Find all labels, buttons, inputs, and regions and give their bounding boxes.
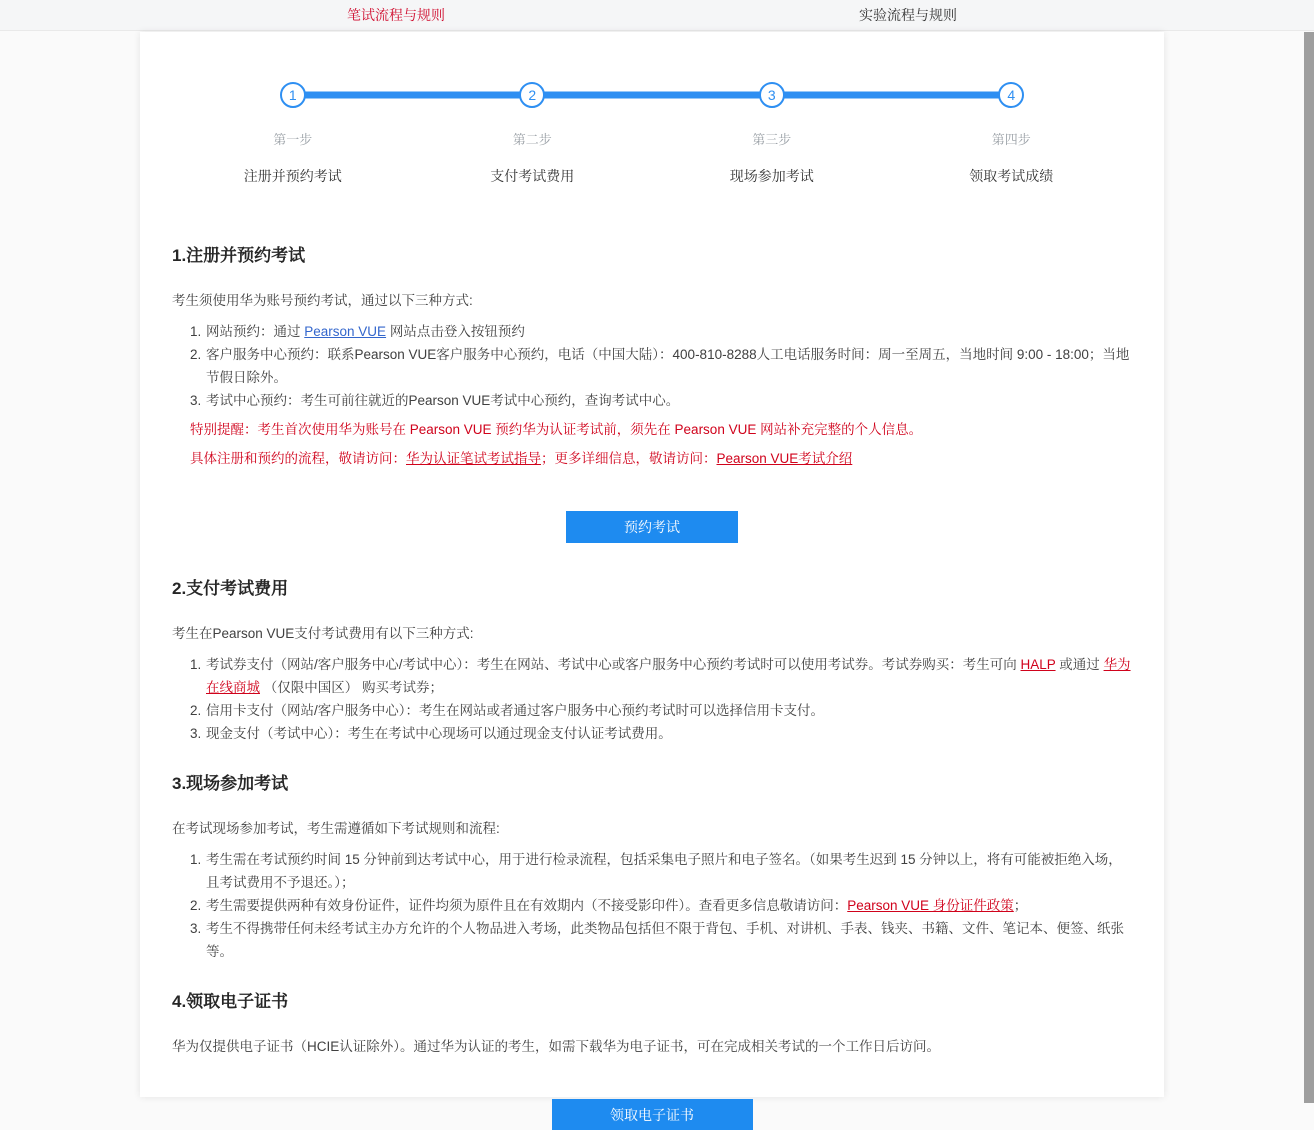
book-exam-button[interactable]: 预约考试 (566, 511, 738, 543)
step-circle-1: 1 (280, 82, 306, 108)
list-item: 3. 考生不得携带任何未经考试主办方允许的个人物品进入考场，此类物品包括但不限于背包、手机、对讲机、手表、钱夹、书籍、文件、笔记本、便签、纸张等。 (205, 917, 1132, 963)
section1-list (172, 320, 1132, 412)
section2-list (172, 653, 1132, 745)
step-label-4: 第四步 (991, 132, 1031, 147)
item-text: 网站预约：通过 (206, 324, 305, 339)
item-text: ； (1013, 898, 1028, 913)
main-content-card (140, 32, 1164, 1123)
item-text: （仅限中国区） 购买考试券； (260, 680, 444, 695)
list-item (205, 653, 1132, 699)
stepper-titles-row (173, 166, 1131, 186)
stepper-connector-line (293, 92, 1012, 99)
list-item: 3. 现金支付（考试中心）：考生在考试中心现场可以通过现金支付认证考试费用。 (205, 722, 1132, 745)
step-title-1: 注册并预约考试 (243, 168, 342, 184)
huawei-online-store-link[interactable]: 华为在线商城 (206, 657, 1131, 695)
stepper-labels-row (173, 129, 1131, 148)
section2-intro: 考生在Pearson VUE支付考试费用有以下三种方式: (172, 626, 474, 641)
pearson-vue-link[interactable]: Pearson VUE (304, 324, 387, 339)
halp-link[interactable]: HALP (1020, 657, 1056, 672)
id-policy-link[interactable]: Pearson VUE 身份证件政策 (847, 898, 1014, 913)
content-area (140, 241, 1164, 1130)
scrollbar-track (1304, 32, 1314, 1103)
list-item: 2. 信用卡支付（网站/客户服务中心）：考生在网站或者通过客户服务中心预约考试时可以选择信用卡支付。 (205, 699, 1132, 722)
section3-list (172, 848, 1132, 963)
section3-intro: 在考试现场参加考试，考生需遵循如下考试规则和流程: (172, 821, 500, 836)
list-item: 3. 考试中心预约：考生可前往就近的Pearson VUE考试中心预约，查询考试中心。 (205, 389, 1132, 412)
special-reminder-text: 特别提醒：考生首次使用华为账号在 Pearson VUE 预约华为认证考试前，须先在 Pearson VUE 网站补充完整的个人信息。 (190, 422, 923, 437)
section1-heading: 1.注册并预约考试 (172, 246, 306, 265)
step-circle-4: 4 (998, 82, 1024, 108)
step-title-4: 领取考试成绩 (969, 168, 1054, 184)
stepper-circles-row (173, 82, 1131, 108)
step-title-3: 现场参加考试 (729, 168, 814, 184)
tabs-container (140, 0, 1164, 31)
tab-written-exam-process[interactable]: 笔试流程与规则 (347, 7, 445, 23)
item-text: 网站点击登入按钮预约 (386, 324, 525, 339)
section1-intro: 考生须使用华为账号预约考试，通过以下三种方式: (172, 293, 473, 308)
registration-guide-line (190, 447, 1132, 470)
list-item: 1. 考生需在考试预约时间 15 分钟前到达考试中心，用于进行检录流程，包括采集电子照片和电子签名。（如果考生迟到 15 分钟以上，将有可能被拒绝入场，且考试费用不予退还。）； (205, 848, 1132, 894)
step-label-1: 第一步 (273, 132, 313, 147)
section3-heading: 3.现场参加考试 (172, 774, 289, 793)
scrollbar-thumb[interactable] (1304, 32, 1314, 1103)
item-text: 考生需要提供两种有效身份证件，证件均须为原件且在有效期内（不接受影印件）。查看更多信息敬请访问： (206, 898, 848, 913)
item-text: 考试券支付（网站/客户服务中心/考试中心）：考生在网站、考试中心或客户服务中心预约考试时可以使用考试券。考试券购买：考生可向 (206, 657, 1021, 672)
written-exam-guide-link[interactable]: 华为认证笔试考试指导 (406, 451, 541, 466)
step-label-3: 第三步 (752, 132, 792, 147)
notice-text: ；更多详细信息，敬请访问： (541, 451, 717, 466)
list-item (205, 894, 1132, 917)
list-item (205, 320, 1132, 343)
step-circle-3: 3 (759, 82, 785, 108)
notice-text: 具体注册和预约的流程，敬请访问： (190, 451, 406, 466)
list-item: 2. 客户服务中心预约：联系Pearson VUE客户服务中心预约，电话（中国大陆）：400-810-8288人工电话服务时间：周一至周五，当地时间 9:00 - 18:00；当地节假日除外。 (205, 343, 1132, 389)
step-title-2: 支付考试费用 (490, 168, 575, 184)
tab-lab-exam-process[interactable]: 实验流程与规则 (859, 7, 957, 23)
section4-heading: 4.领取电子证书 (172, 992, 289, 1011)
pearson-vue-exam-intro-link[interactable]: Pearson VUE考试介绍 (716, 451, 853, 466)
section4-intro: 华为仅提供电子证书（HCIE认证除外）。通过华为认证的考生，如需下载华为电子证书，可在完成相关考试的一个工作日后访问。 (172, 1039, 941, 1054)
section2-heading: 2.支付考试费用 (172, 579, 289, 598)
exam-steps-stepper (140, 32, 1164, 186)
step-label-2: 第二步 (512, 132, 552, 147)
item-text: 或通过 (1055, 657, 1104, 672)
get-e-certificate-button[interactable]: 领取电子证书 (552, 1099, 753, 1130)
top-tab-bar (0, 0, 1314, 31)
step-circle-2: 2 (519, 82, 545, 108)
